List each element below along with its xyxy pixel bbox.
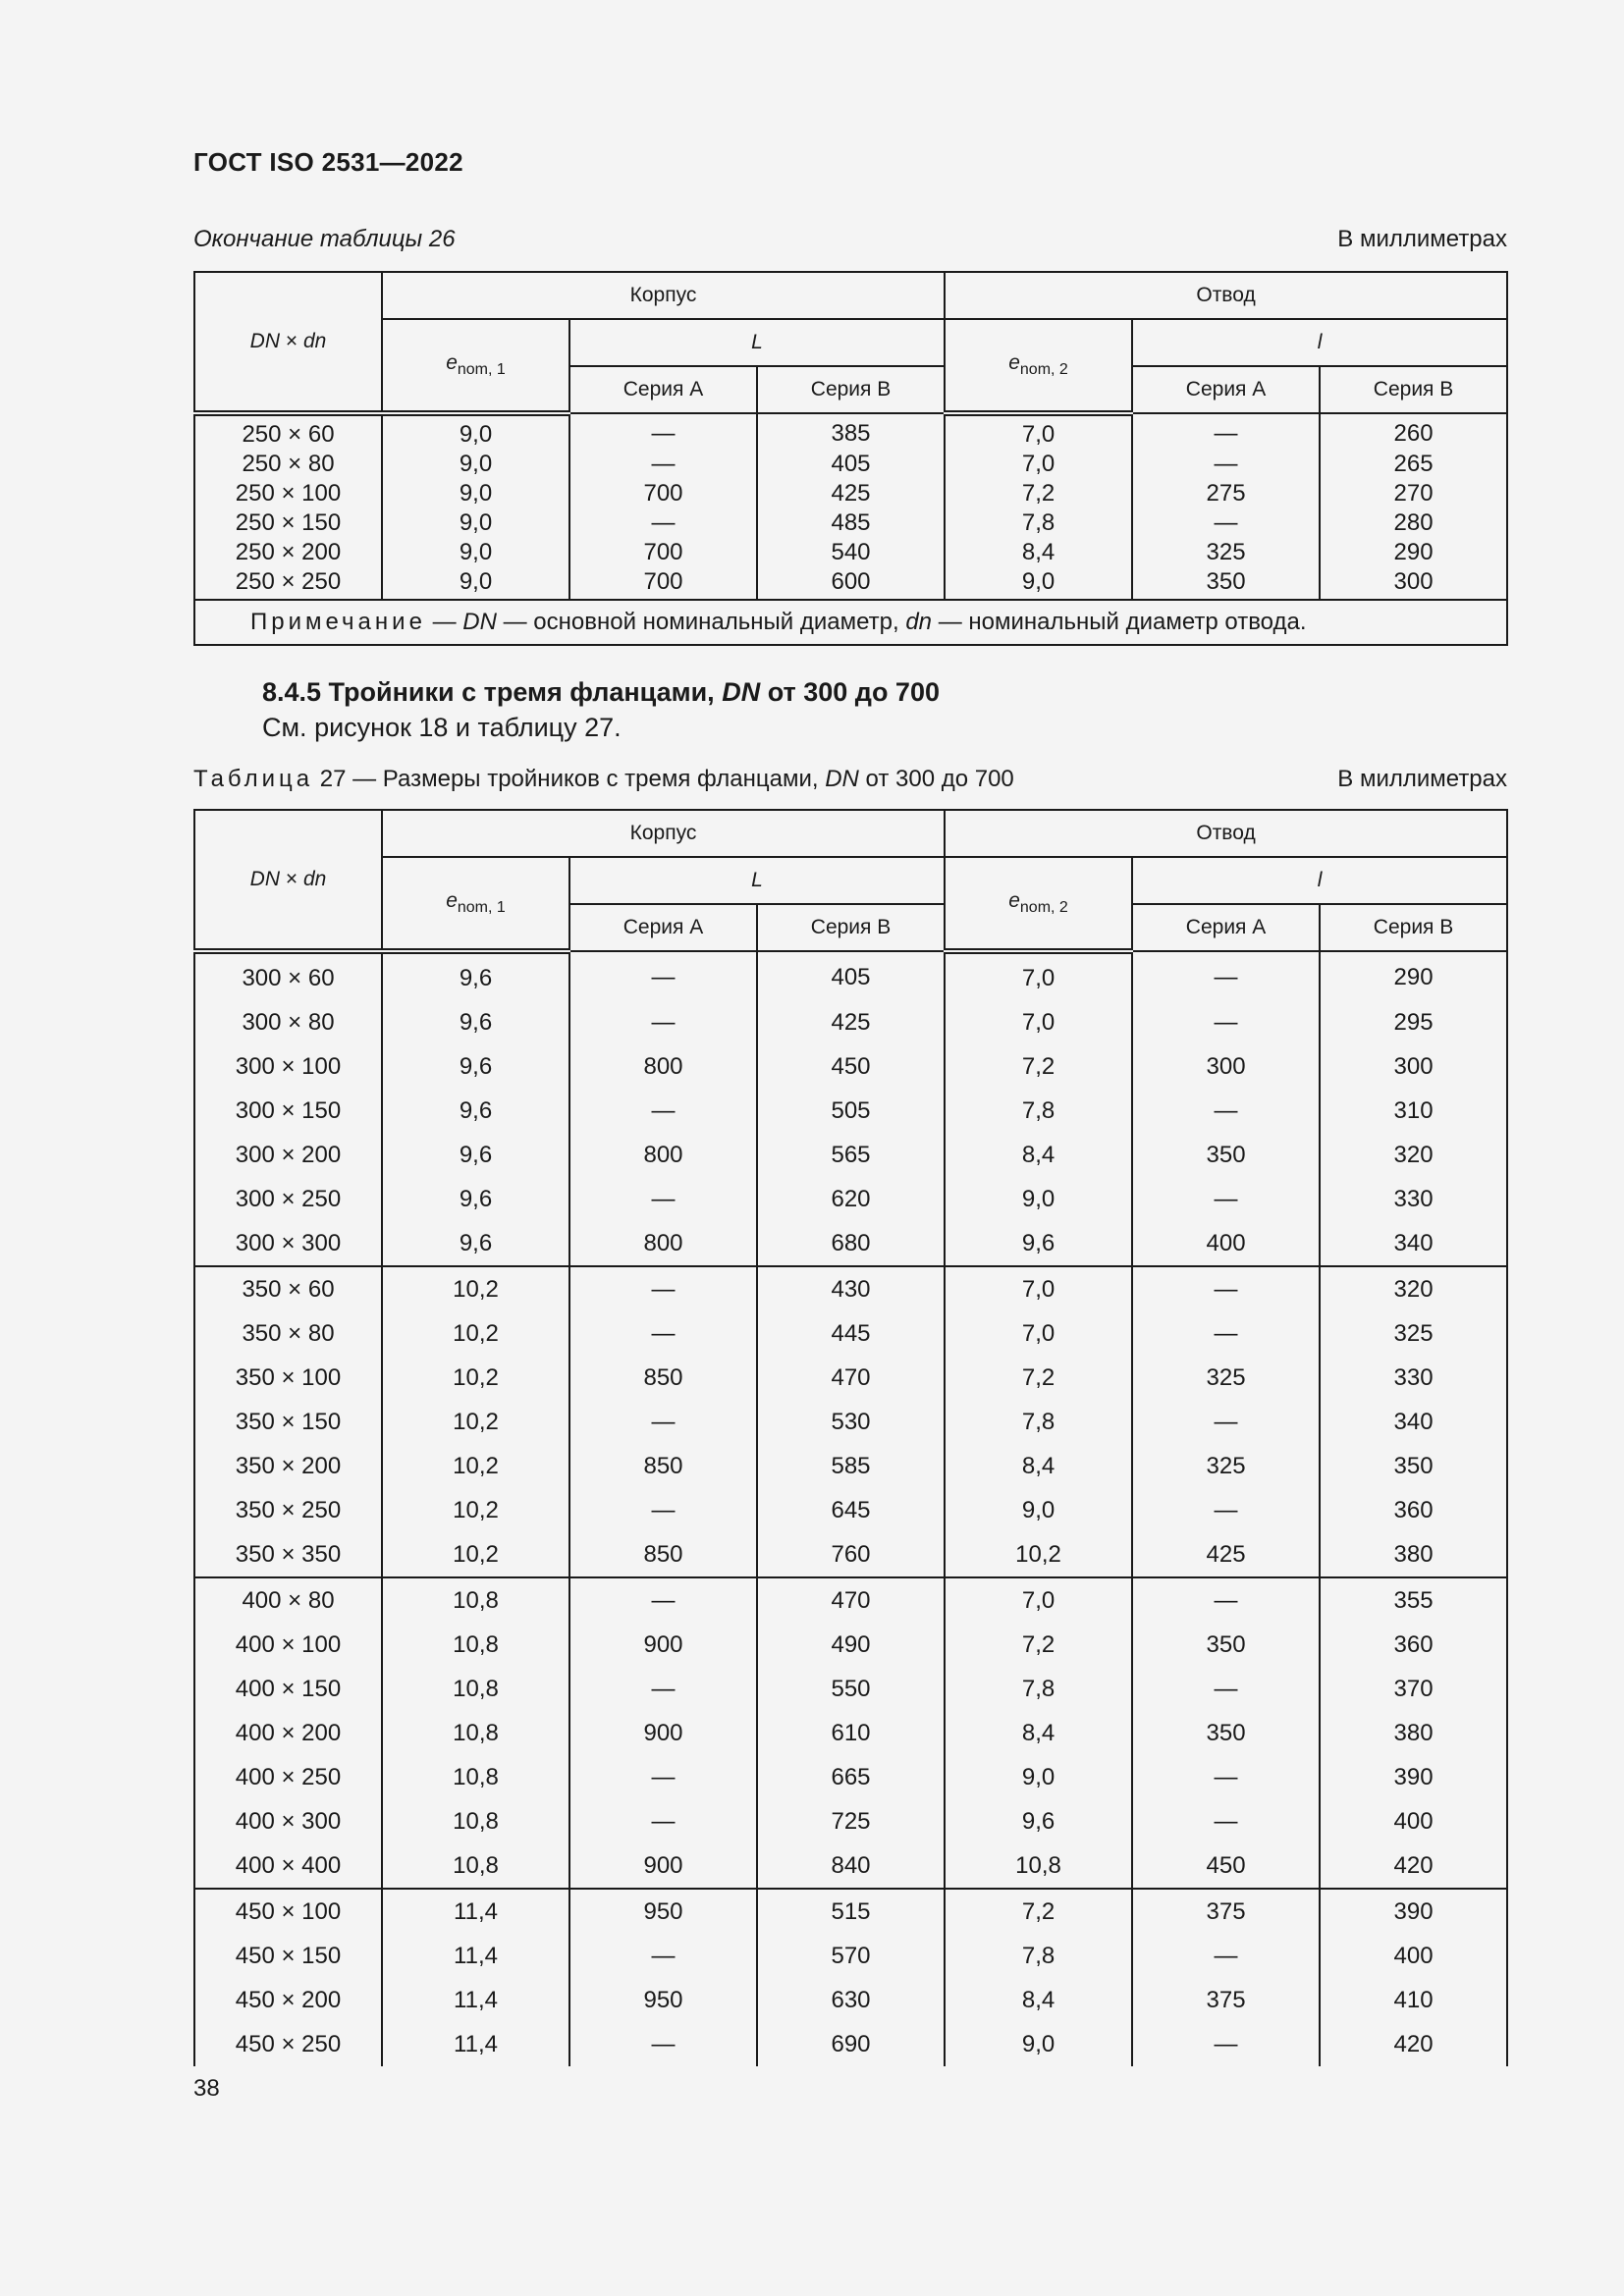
table-cell: — — [569, 413, 757, 450]
table-cell: — — [569, 1311, 757, 1356]
table-cell: 665 — [757, 1755, 945, 1799]
table-cell: 405 — [757, 450, 945, 479]
table-row — [194, 508, 1507, 538]
table-cell: 325 — [1320, 1311, 1507, 1356]
table-cell: 390 — [1320, 1889, 1507, 1934]
table-cell: — — [1132, 1488, 1320, 1532]
col-header-L: L — [569, 857, 945, 904]
table-cell: 400 × 400 — [194, 1843, 382, 1889]
col-header-branch: Отвод — [945, 810, 1507, 857]
table-cell: 350 × 80 — [194, 1311, 382, 1356]
table-row — [194, 450, 1507, 479]
table-cell: 325 — [1132, 1444, 1320, 1488]
table-row — [194, 1400, 1507, 1444]
table-cell: 950 — [569, 1889, 757, 1934]
table-row — [194, 1755, 1507, 1799]
table-cell: — — [1132, 508, 1320, 538]
table-cell: — — [569, 951, 757, 1000]
table-cell: 8,4 — [945, 538, 1132, 567]
table-cell: 9,6 — [382, 1177, 569, 1221]
table-cell: 8,4 — [945, 1711, 1132, 1755]
table-row — [194, 1221, 1507, 1266]
table-row — [194, 1444, 1507, 1488]
table-cell: 9,0 — [382, 508, 569, 538]
table-cell: 350 — [1132, 1133, 1320, 1177]
table-cell: 370 — [1320, 1667, 1507, 1711]
table-cell: — — [1132, 951, 1320, 1000]
table-cell: 7,0 — [945, 1577, 1132, 1623]
table-cell: 340 — [1320, 1221, 1507, 1266]
table-cell: 850 — [569, 1444, 757, 1488]
table-cell: 270 — [1320, 479, 1507, 508]
table-cell: 850 — [569, 1356, 757, 1400]
table-cell: 300 × 200 — [194, 1133, 382, 1177]
table-row — [194, 567, 1507, 600]
table-cell: 490 — [757, 1623, 945, 1667]
col-header-body-series-b: Серия В — [757, 366, 945, 413]
table-cell: 9,0 — [945, 1755, 1132, 1799]
table-cell: 10,2 — [382, 1532, 569, 1577]
table-row — [194, 951, 1507, 1000]
table-cell: — — [1132, 1089, 1320, 1133]
table-27-caption: Таблица 27 — Размеры тройников с тремя фланцами, DN от 300 до 700 — [193, 766, 1014, 792]
table-cell: 380 — [1320, 1532, 1507, 1577]
table-cell: 300 — [1320, 567, 1507, 600]
table-cell: 350 × 100 — [194, 1356, 382, 1400]
table-cell: 700 — [569, 538, 757, 567]
table-cell: 450 × 200 — [194, 1978, 382, 2022]
section-heading: 8.4.5 Тройники с тремя фланцами, DN от 300 до 700 — [262, 677, 940, 707]
table-cell: 7,2 — [945, 479, 1132, 508]
table-cell: — — [569, 1089, 757, 1133]
table-cell: 250 × 60 — [194, 413, 382, 450]
table-cell: 350 × 250 — [194, 1488, 382, 1532]
table-cell: 9,0 — [945, 1488, 1132, 1532]
table-cell: 9,0 — [382, 567, 569, 600]
table-cell: — — [569, 1755, 757, 1799]
table-cell: 295 — [1320, 1000, 1507, 1044]
table-cell: 390 — [1320, 1755, 1507, 1799]
table-cell: 10,2 — [382, 1400, 569, 1444]
col-header-dn: DN × dn — [194, 810, 382, 951]
table-cell: 420 — [1320, 2022, 1507, 2066]
table-cell: 9,6 — [945, 1799, 1132, 1843]
table-26-caption: Окончание таблицы 26 — [193, 226, 456, 252]
table-26-units: В миллиметрах — [1337, 226, 1507, 252]
table-27-body — [194, 951, 1507, 2066]
table-cell: 10,8 — [382, 1843, 569, 1889]
table-cell: 300 × 300 — [194, 1221, 382, 1266]
table-cell: 300 × 150 — [194, 1089, 382, 1133]
table-cell: — — [569, 450, 757, 479]
table-27-header — [194, 810, 1507, 951]
table-cell: — — [569, 508, 757, 538]
table-cell: 330 — [1320, 1177, 1507, 1221]
table-cell: 540 — [757, 538, 945, 567]
table-cell: 325 — [1132, 538, 1320, 567]
table-cell: 10,8 — [382, 1577, 569, 1623]
table-cell: 645 — [757, 1488, 945, 1532]
table-cell: 400 × 200 — [194, 1711, 382, 1755]
table-cell: 260 — [1320, 413, 1507, 450]
table-cell: 9,0 — [945, 1177, 1132, 1221]
table-row — [194, 1667, 1507, 1711]
table-cell: 8,4 — [945, 1133, 1132, 1177]
col-header-e-nom-1: $e_{nom, 1}$ — [382, 857, 569, 951]
table-row — [194, 1488, 1507, 1532]
table-cell: 400 × 300 — [194, 1799, 382, 1843]
table-cell: 600 — [757, 567, 945, 600]
table-cell: 410 — [1320, 1978, 1507, 2022]
table-row — [194, 1044, 1507, 1089]
table-cell: 350 × 150 — [194, 1400, 382, 1444]
table-cell: 325 — [1132, 1356, 1320, 1400]
table-cell: 375 — [1132, 1978, 1320, 2022]
table-row — [194, 1623, 1507, 1667]
table-cell: 485 — [757, 508, 945, 538]
table-cell: 355 — [1320, 1577, 1507, 1623]
table-cell: 900 — [569, 1711, 757, 1755]
table-cell: 900 — [569, 1623, 757, 1667]
table-cell: 470 — [757, 1577, 945, 1623]
table-cell: 800 — [569, 1133, 757, 1177]
table-cell: 725 — [757, 1799, 945, 1843]
table-cell: 950 — [569, 1978, 757, 2022]
table-cell: — — [569, 2022, 757, 2066]
table-cell: 10,8 — [382, 1711, 569, 1755]
table-cell: 620 — [757, 1177, 945, 1221]
note-label: Примечание — [250, 609, 426, 635]
table-cell: 320 — [1320, 1266, 1507, 1311]
table-cell: 10,2 — [382, 1444, 569, 1488]
table-cell: 700 — [569, 479, 757, 508]
table-cell: 280 — [1320, 508, 1507, 538]
table-cell: 840 — [757, 1843, 945, 1889]
table-cell: 400 — [1132, 1221, 1320, 1266]
table-cell: 530 — [757, 1400, 945, 1444]
table-cell: 570 — [757, 1934, 945, 1978]
table-row — [194, 1356, 1507, 1400]
table-cell: — — [1132, 1266, 1320, 1311]
table-cell: — — [569, 1934, 757, 1978]
table-row — [194, 1266, 1507, 1311]
table-cell: 9,0 — [382, 538, 569, 567]
table-cell: — — [1132, 1934, 1320, 1978]
table-cell: — — [569, 1266, 757, 1311]
table-cell: 690 — [757, 2022, 945, 2066]
table-cell: 9,6 — [382, 1221, 569, 1266]
table-cell: 9,6 — [945, 1221, 1132, 1266]
col-header-body: Корпус — [382, 810, 945, 857]
table-cell: — — [1132, 1667, 1320, 1711]
table-row — [194, 1177, 1507, 1221]
table-cell: 425 — [757, 479, 945, 508]
table-cell: 9,6 — [382, 1133, 569, 1177]
table-row — [194, 1843, 1507, 1889]
table-cell: — — [1132, 1311, 1320, 1356]
table-cell: 10,2 — [382, 1266, 569, 1311]
table-cell: 300 × 250 — [194, 1177, 382, 1221]
table-cell: 7,2 — [945, 1889, 1132, 1934]
table-cell: 7,0 — [945, 1311, 1132, 1356]
table-cell: — — [569, 1488, 757, 1532]
table-cell: 10,8 — [382, 1667, 569, 1711]
table-26 — [193, 271, 1508, 646]
table-cell: 400 × 100 — [194, 1623, 382, 1667]
table-26-note: Примечание — DN — основной номинальный диаметр, dn — номинальный диаметр отвода. — [194, 600, 1507, 645]
table-cell: — — [1132, 1177, 1320, 1221]
table-row — [194, 1089, 1507, 1133]
table-cell: 300 × 100 — [194, 1044, 382, 1089]
table-cell: 7,8 — [945, 1089, 1132, 1133]
table-cell: 900 — [569, 1843, 757, 1889]
table-cell: 445 — [757, 1311, 945, 1356]
table-cell: 350 — [1132, 567, 1320, 600]
table-cell: 7,2 — [945, 1356, 1132, 1400]
table-cell: 350 — [1320, 1444, 1507, 1488]
section-reference: См. рисунок 18 и таблицу 27. — [262, 713, 622, 742]
table-cell: 430 — [757, 1266, 945, 1311]
table-cell: 10,8 — [382, 1799, 569, 1843]
table-cell: 760 — [757, 1532, 945, 1577]
table-cell: 400 × 150 — [194, 1667, 382, 1711]
col-header-l: l — [1132, 319, 1507, 366]
table-cell: 250 × 250 — [194, 567, 382, 600]
table-row — [194, 2022, 1507, 2066]
table-cell: 7,0 — [945, 1266, 1132, 1311]
table-cell: — — [569, 1799, 757, 1843]
table-cell: 680 — [757, 1221, 945, 1266]
table-row — [194, 1133, 1507, 1177]
table-cell: 700 — [569, 567, 757, 600]
table-cell: 10,8 — [382, 1623, 569, 1667]
table-cell: — — [1132, 450, 1320, 479]
table-cell: 9,6 — [382, 1089, 569, 1133]
table-cell: 10,2 — [945, 1532, 1132, 1577]
table-row — [194, 1711, 1507, 1755]
table-cell: 8,4 — [945, 1978, 1132, 2022]
table-cell: 380 — [1320, 1711, 1507, 1755]
table-cell: 7,0 — [945, 413, 1132, 450]
table-cell: 400 × 80 — [194, 1577, 382, 1623]
table-cell: 425 — [757, 1000, 945, 1044]
table-cell: 800 — [569, 1221, 757, 1266]
table-row — [194, 1934, 1507, 1978]
page-number: 38 — [193, 2075, 220, 2102]
table-cell: — — [569, 1400, 757, 1444]
table-cell: 610 — [757, 1711, 945, 1755]
col-header-branch-series-b: Серия В — [1320, 904, 1507, 951]
table-cell: 350 × 200 — [194, 1444, 382, 1488]
table-cell: 450 × 250 — [194, 2022, 382, 2066]
col-header-body: Корпус — [382, 272, 945, 319]
table-cell: 350 — [1132, 1711, 1320, 1755]
table-cell: 505 — [757, 1089, 945, 1133]
table-cell: 300 × 60 — [194, 951, 382, 1000]
table-cell: 350 × 60 — [194, 1266, 382, 1311]
table-cell: 11,4 — [382, 1889, 569, 1934]
table-cell: 310 — [1320, 1089, 1507, 1133]
table-27-units: В миллиметрах — [1337, 766, 1507, 792]
table-cell: 9,0 — [382, 413, 569, 450]
table-cell: 9,6 — [382, 1044, 569, 1089]
table-cell: 585 — [757, 1444, 945, 1488]
table-cell: — — [569, 1577, 757, 1623]
col-header-body-series-a: Серия А — [569, 904, 757, 951]
table-cell: 360 — [1320, 1488, 1507, 1532]
table-cell: 630 — [757, 1978, 945, 2022]
table-cell: — — [569, 1000, 757, 1044]
table-cell: — — [569, 1177, 757, 1221]
col-header-e-nom-2: $e_{nom, 2}$ — [945, 319, 1132, 413]
table-row — [194, 1577, 1507, 1623]
table-cell: 250 × 80 — [194, 450, 382, 479]
table-cell: 9,0 — [945, 567, 1132, 600]
col-header-branch-series-b: Серия В — [1320, 366, 1507, 413]
table-cell: 350 × 350 — [194, 1532, 382, 1577]
table-cell: 450 × 100 — [194, 1889, 382, 1934]
col-header-L: L — [569, 319, 945, 366]
table-cell: 7,2 — [945, 1623, 1132, 1667]
table-cell: 450 × 150 — [194, 1934, 382, 1978]
table-cell: — — [1132, 1400, 1320, 1444]
table-27 — [193, 809, 1508, 2066]
col-header-dn: DN × dn — [194, 272, 382, 413]
table-cell: — — [1132, 2022, 1320, 2066]
table-cell: 7,0 — [945, 951, 1132, 1000]
table-cell: 11,4 — [382, 2022, 569, 2066]
table-cell: 7,8 — [945, 508, 1132, 538]
table-row — [194, 1532, 1507, 1577]
table-cell: 7,0 — [945, 450, 1132, 479]
table-cell: 400 — [1320, 1934, 1507, 1978]
table-cell: 320 — [1320, 1133, 1507, 1177]
col-header-l: l — [1132, 857, 1507, 904]
table-cell: 385 — [757, 413, 945, 450]
table-cell: 420 — [1320, 1843, 1507, 1889]
table-cell: 850 — [569, 1532, 757, 1577]
table-cell: 11,4 — [382, 1934, 569, 1978]
table-26-header — [194, 272, 1507, 413]
table-cell: 400 × 250 — [194, 1755, 382, 1799]
document-header: ГОСТ ISO 2531—2022 — [193, 147, 463, 177]
table-cell: 9,6 — [382, 1000, 569, 1044]
col-header-body-series-b: Серия В — [757, 904, 945, 951]
table-cell: 350 — [1132, 1623, 1320, 1667]
table-cell: 330 — [1320, 1356, 1507, 1400]
table-cell: 7,0 — [945, 1000, 1132, 1044]
table-cell: 250 × 200 — [194, 538, 382, 567]
table-cell: 450 — [1132, 1843, 1320, 1889]
table-cell: — — [1132, 1799, 1320, 1843]
table-cell: 425 — [1132, 1532, 1320, 1577]
col-header-e-nom-2: $e_{nom, 2}$ — [945, 857, 1132, 951]
table-cell: 515 — [757, 1889, 945, 1934]
table-cell: 400 — [1320, 1799, 1507, 1843]
table-cell: 340 — [1320, 1400, 1507, 1444]
table-cell: 10,8 — [945, 1843, 1132, 1889]
table-cell: — — [569, 1667, 757, 1711]
table-cell: 9,0 — [945, 2022, 1132, 2066]
table-cell: — — [1132, 1577, 1320, 1623]
table-cell: 405 — [757, 951, 945, 1000]
table-cell: 11,4 — [382, 1978, 569, 2022]
table-cell: 470 — [757, 1356, 945, 1400]
table-cell: — — [1132, 413, 1320, 450]
table-cell: 9,6 — [382, 951, 569, 1000]
table-cell: 8,4 — [945, 1444, 1132, 1488]
table-cell: 275 — [1132, 479, 1320, 508]
table-cell: 7,8 — [945, 1934, 1132, 1978]
table-row — [194, 413, 1507, 450]
col-header-branch: Отвод — [945, 272, 1507, 319]
col-header-body-series-a: Серия А — [569, 366, 757, 413]
table-cell: 800 — [569, 1044, 757, 1089]
table-cell: 10,2 — [382, 1488, 569, 1532]
col-header-branch-series-a: Серия А — [1132, 904, 1320, 951]
table-cell: 7,8 — [945, 1400, 1132, 1444]
table-cell: 250 × 150 — [194, 508, 382, 538]
table-cell: — — [1132, 1000, 1320, 1044]
table-cell: 565 — [757, 1133, 945, 1177]
table-cell: 10,8 — [382, 1755, 569, 1799]
table-row — [194, 1978, 1507, 2022]
col-header-e-nom-1: $e_{nom, 1}$ — [382, 319, 569, 413]
table-cell: — — [1132, 1755, 1320, 1799]
table-row — [194, 538, 1507, 567]
table-row — [194, 479, 1507, 508]
table-row — [194, 1889, 1507, 1934]
table-cell: 450 — [757, 1044, 945, 1089]
table-cell: 9,0 — [382, 479, 569, 508]
table-cell: 375 — [1132, 1889, 1320, 1934]
table-cell: 265 — [1320, 450, 1507, 479]
table-cell: 290 — [1320, 538, 1507, 567]
col-header-branch-series-a: Серия А — [1132, 366, 1320, 413]
table-row — [194, 1799, 1507, 1843]
table-cell: 250 × 100 — [194, 479, 382, 508]
table-cell: 9,0 — [382, 450, 569, 479]
table-26-body — [194, 413, 1507, 600]
table-cell: 7,2 — [945, 1044, 1132, 1089]
table-cell: 290 — [1320, 951, 1507, 1000]
table-cell: 360 — [1320, 1623, 1507, 1667]
table-cell: 7,8 — [945, 1667, 1132, 1711]
table-cell: 10,2 — [382, 1356, 569, 1400]
table-row — [194, 1311, 1507, 1356]
table-cell: 550 — [757, 1667, 945, 1711]
table-cell: 300 — [1132, 1044, 1320, 1089]
table-cell: 10,2 — [382, 1311, 569, 1356]
table-cell: 300 — [1320, 1044, 1507, 1089]
table-cell: 300 × 80 — [194, 1000, 382, 1044]
table-row — [194, 1000, 1507, 1044]
